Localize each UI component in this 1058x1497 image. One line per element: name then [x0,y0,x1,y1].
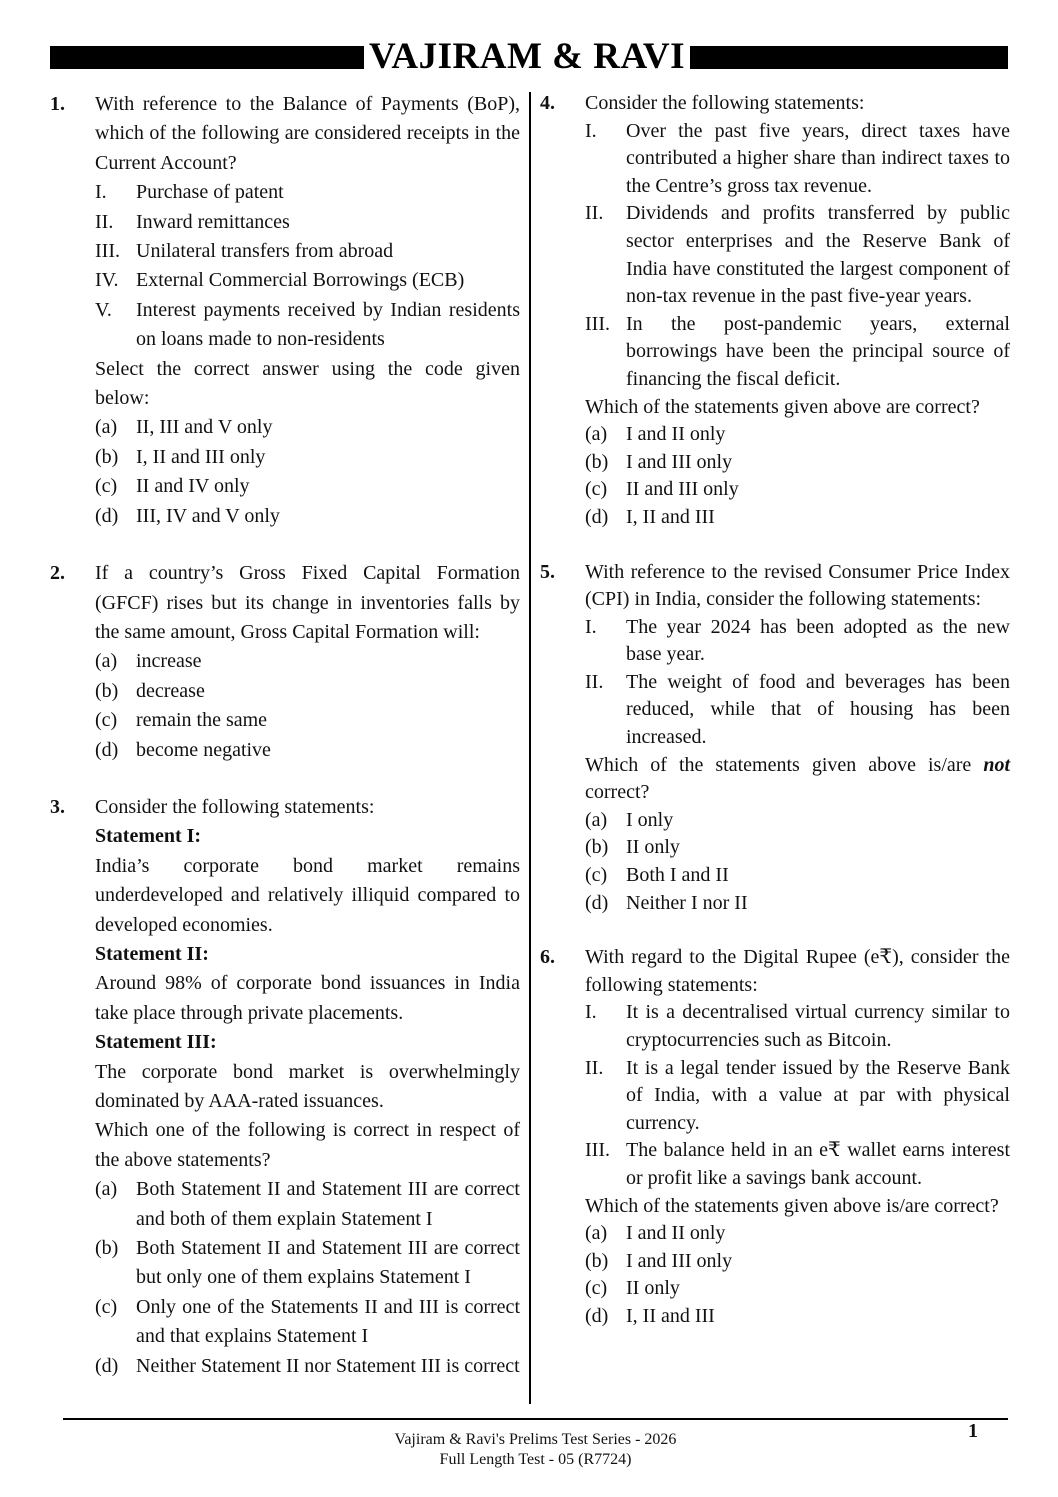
question-number: 5. [540,560,555,583]
footer-series: Vajiram & Ravi's Prelims Test Series - 2026 [394,1431,677,1448]
option-label: (b) [95,445,119,468]
question-prompt [585,752,1010,807]
option-label: (a) [95,416,118,439]
statement-item [585,1137,1010,1192]
option-label: (d) [585,505,609,528]
item-text: Over the past five years, direct taxes have contributed a higher share than indirect taxes to the Centre’s gross tax revenue. [626,119,1010,197]
option-text: Both Statement II and Statement III are correct and both of them explain Statement I [136,1178,520,1230]
question-5 [540,559,1010,918]
question-stem: Consider the following statements: [95,795,375,818]
option-label: (b) [585,1249,609,1272]
column-divider [529,92,531,1404]
header-bar-left [50,46,364,69]
answer-option[interactable] [95,443,520,472]
answer-option[interactable] [95,472,520,501]
question-2 [50,559,520,765]
statement-item [95,208,520,237]
option-label: (c) [95,709,118,732]
question-number: 4. [540,92,555,114]
item-text: It is a decentralised virtual currency similar to cryptocurrencies such as Bitcoin. [626,1001,1010,1051]
statement-item [585,614,1010,669]
option-text: II and III only [626,478,739,501]
option-label: (b) [585,836,609,859]
option-text: Neither Statement II nor Statement III is correct [136,1354,520,1377]
option-label: (b) [585,450,609,473]
question-number: 3. [50,795,65,818]
question-number: 2. [50,562,65,585]
option-label: (a) [95,1178,118,1201]
answer-option[interactable] [585,807,1010,835]
question-4 [540,90,1010,532]
option-text: I, II and III [626,505,715,528]
question-stem: With regard to the Digital Rupee (e₹), consider the following statements: [585,946,1010,996]
answer-option[interactable] [95,736,520,765]
item-label: II. [95,210,114,233]
option-label: (b) [95,1237,119,1260]
option-text: Both I and II [626,864,729,887]
item-label: V. [95,298,112,321]
option-label: (d) [95,1354,119,1377]
page-number: 1 [968,1420,978,1442]
answer-option[interactable] [585,1303,1010,1331]
option-label: (c) [585,1277,608,1300]
option-text: Only one of the Statements II and III is correct and that explains Statement I [136,1295,520,1348]
answer-option[interactable] [585,449,1010,477]
right-column [540,90,1010,1331]
statement-1-title: Statement I: [95,825,202,848]
question-3 [50,793,520,1381]
option-text: I and II only [626,423,726,446]
item-text: External Commercial Borrowings (ECB) [136,269,465,292]
statement-3-text: The corporate bond market is overwhelmingly dominated by AAA-rated issuances. [95,1060,520,1112]
option-label: (d) [95,738,119,761]
statement-item [585,669,1010,752]
item-label: I. [585,615,597,638]
answer-option[interactable] [95,1352,520,1381]
option-text: increase [136,650,202,673]
option-text: I and III only [626,1249,733,1272]
option-text: I only [626,808,674,831]
item-label: III. [585,1139,610,1162]
item-label: IV. [95,269,119,292]
statement-2-text: Around 98% of corporate bond issuances in India take place through private placements. [95,972,520,1024]
question-stem: If a country’s Gross Fixed Capital Formation (GFCF) rises but its change in inventories falls by the same amount, Gross Capital Formation will: [95,562,520,643]
item-label: III. [585,312,610,335]
option-text: become negative [136,738,271,761]
option-label: (c) [95,475,118,498]
prompt-emphasis: not [983,753,1011,776]
option-text: I, II and III [626,1304,715,1327]
option-text: II, III and V only [136,416,273,439]
statement-3-title: Statement III: [95,1031,217,1054]
statement-item [95,296,520,355]
statement-item [95,266,520,295]
option-text: III, IV and V only [136,504,280,527]
option-label: (a) [585,808,608,831]
item-text: Inward remittances [136,210,290,233]
item-text: The weight of food and beverages has been reduced, while that of housing has been increased. [626,670,1010,749]
option-text: Neither I nor II [626,891,748,914]
option-label: (d) [95,504,119,527]
option-label: (c) [95,1295,118,1318]
item-label: III. [95,240,120,263]
statement-item [585,999,1010,1054]
item-text: Unilateral transfers from abroad [136,240,394,263]
question-stem: Consider the following statements: [585,92,865,114]
header-banner [50,36,1008,77]
item-label: I. [585,1001,597,1024]
left-column [50,90,520,1381]
question-stem: With reference to the revised Consumer Price Index (CPI) in India, consider the following statements: [585,560,1010,611]
option-text: II and IV only [136,475,250,498]
option-label: (a) [95,650,118,673]
question-stem: With reference to the Balance of Payments (BoP), which of the following are considered receipts in the Current Account? [95,93,520,174]
option-label: (c) [585,864,608,887]
answer-option[interactable] [95,1234,520,1293]
item-text: Interest payments received by Indian residents on loans made to non-residents [136,298,520,351]
option-text: decrease [136,679,205,702]
option-label: (b) [95,679,119,702]
answer-option[interactable] [95,1293,520,1352]
answer-option[interactable] [95,1175,520,1234]
answer-option[interactable] [95,677,520,706]
statement-item [585,200,1010,310]
item-text: The year 2024 has been adopted as the new base year. [626,615,1010,666]
question-prompt: Which one of the following is correct in respect of the above statements? [95,1119,520,1171]
answer-option[interactable] [95,706,520,735]
option-text: remain the same [136,709,268,732]
option-label: (d) [585,891,609,914]
prompt-text: Which of the statements given above is/are [585,753,972,776]
item-label: II. [585,1056,604,1079]
answer-option[interactable] [585,834,1010,862]
question-number: 6. [540,946,555,969]
statement-item [585,311,1010,394]
answer-option[interactable] [585,1220,1010,1248]
page-title: VAJIRAM & RAVI [368,36,686,77]
question-6 [540,944,1010,1330]
answer-option[interactable] [585,890,1010,918]
answer-option[interactable] [585,862,1010,890]
statement-item [95,237,520,266]
option-label: (d) [585,1304,609,1327]
item-text: Dividends and profits transferred by public sector enterprises and the Reserve Bank of India have constituted the largest component of non-tax revenue in the past five-year years. [626,202,1010,308]
statement-item [585,1055,1010,1138]
question-prompt: Which of the statements given above are correct? [585,395,980,418]
item-label: II. [585,202,604,225]
statement-2-title: Statement II: [95,942,209,965]
option-label: (c) [585,478,608,501]
answer-option[interactable] [585,1248,1010,1276]
statement-item [585,118,1010,201]
option-text: Both Statement II and Statement III are correct but only one of them explains Statement I [136,1237,520,1289]
option-text: I and III only [626,450,733,473]
answer-option[interactable] [95,413,520,442]
option-label: (a) [585,1222,608,1245]
question-1 [50,90,520,531]
question-prompt: Select the correct answer using the code given below: [95,357,520,410]
item-text: It is a legal tender issued by the Reserve Bank of India, with a value at par with physical currency. [626,1056,1010,1134]
item-text: The balance held in an e₹ wallet earns interest or profit like a savings bank account. [626,1139,1010,1189]
question-prompt: Which of the statements given above is/are correct? [585,1194,999,1217]
statement-item [95,178,520,207]
answer-option[interactable] [585,476,1010,504]
item-label: II. [585,670,604,693]
item-label: I. [95,181,107,204]
item-text: In the post-pandemic years, external borrowings have been the principal source of financing the fiscal deficit. [626,312,1010,390]
item-label: I. [585,119,597,142]
statement-1-text: India’s corporate bond market remains underdeveloped and relatively illiquid compared to developed economies. [95,854,520,936]
answer-option[interactable] [95,502,520,531]
footer-test-id: Full Length Test - 05 (R7724) [439,1451,632,1468]
option-label: (a) [585,423,608,446]
answer-option[interactable] [95,647,520,676]
option-text: II only [626,836,680,859]
footer-rule [63,1418,1008,1420]
option-text: II only [626,1277,680,1300]
option-text: I, II and III only [136,445,266,468]
header-bar-right [690,46,1008,69]
answer-option[interactable] [585,504,1010,532]
item-text: Purchase of patent [136,181,284,204]
option-text: I and II only [626,1222,726,1245]
prompt-text-end: correct? [585,781,650,804]
answer-option[interactable] [585,1275,1010,1303]
answer-option[interactable] [585,421,1010,449]
question-number: 1. [50,93,65,115]
